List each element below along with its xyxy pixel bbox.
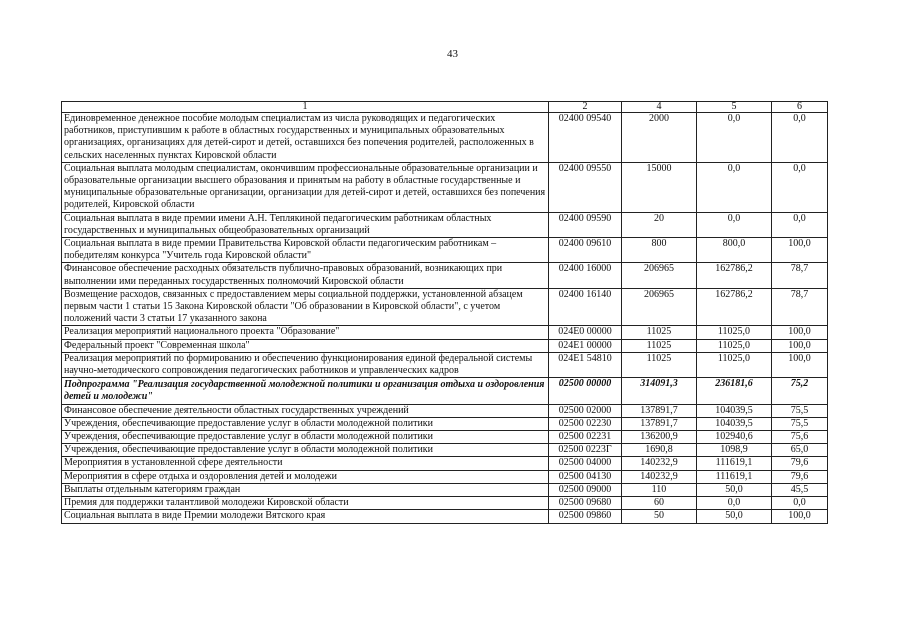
row-code-cell: 02500 09860 xyxy=(549,510,622,523)
row-code-cell: 02400 09590 xyxy=(549,212,622,237)
row-plan-cell: 11025 xyxy=(622,326,697,339)
row-code-cell: 02500 02000 xyxy=(549,404,622,417)
row-code-cell: 02400 16140 xyxy=(549,288,622,326)
table-row xyxy=(62,431,828,444)
row-percent-cell: 0,0 xyxy=(772,212,828,237)
row-name-cell: Мероприятия в сфере отдыха и оздоровления детей и молодежи xyxy=(62,470,549,483)
table-row xyxy=(62,470,828,483)
row-name-cell: Возмещение расходов, связанных с предоставлением меры социальной поддержки, установленной абзацем первым части 1 статьи 15 Закона Кировской области "Об образовании в Кировской области", с учетом положений части 3 статьи 17 указанного закона xyxy=(62,288,549,326)
row-fact-cell: 0,0 xyxy=(697,162,772,212)
row-code-cell: 02500 02230 xyxy=(549,417,622,430)
row-plan-cell: 314091,3 xyxy=(622,378,697,404)
row-name-cell: Учреждения, обеспечивающие предоставление услуг в области молодежной политики xyxy=(62,417,549,430)
table-row xyxy=(62,510,828,523)
row-plan-cell: 110 xyxy=(622,483,697,496)
row-fact-cell: 162786,2 xyxy=(697,263,772,288)
row-name-cell: Финансовое обеспечение деятельности областных государственных учреждений xyxy=(62,404,549,417)
row-plan-cell: 11025 xyxy=(622,339,697,352)
row-percent-cell: 75,2 xyxy=(772,378,828,404)
row-percent-cell: 0,0 xyxy=(772,113,828,163)
table-row xyxy=(62,113,828,163)
row-percent-cell: 79,6 xyxy=(772,470,828,483)
row-percent-cell: 78,7 xyxy=(772,288,828,326)
row-name-cell: Социальная выплата в виде премии имени А.Н. Теплякиной педагогическим работникам областных государственных и муниципальных общеобразовательных организаций xyxy=(62,212,549,237)
table-row xyxy=(62,417,828,430)
row-name-cell: Учреждения, обеспечивающие предоставление услуг в области молодежной политики xyxy=(62,431,549,444)
row-name-cell: Учреждения, обеспечивающие предоставление услуг в области молодежной политики xyxy=(62,444,549,457)
row-name-cell: Мероприятия в установленной сфере деятельности xyxy=(62,457,549,470)
row-name-cell: Премия для поддержки талантливой молодежи Кировской области xyxy=(62,497,549,510)
row-fact-cell: 0,0 xyxy=(697,113,772,163)
row-plan-cell: 140232,9 xyxy=(622,457,697,470)
row-fact-cell: 104039,5 xyxy=(697,417,772,430)
row-plan-cell: 206965 xyxy=(622,288,697,326)
budget-table xyxy=(61,101,828,524)
row-name-cell: Подпрограмма "Реализация государственной молодежной политики и организация отдыха и оздоровления детей и молодежи" xyxy=(62,378,549,404)
row-plan-cell: 15000 xyxy=(622,162,697,212)
row-name-cell: Федеральный проект "Современная школа" xyxy=(62,339,549,352)
row-plan-cell: 137891,7 xyxy=(622,404,697,417)
row-fact-cell: 800,0 xyxy=(697,238,772,263)
row-plan-cell: 20 xyxy=(622,212,697,237)
row-plan-cell: 140232,9 xyxy=(622,470,697,483)
row-percent-cell: 100,0 xyxy=(772,339,828,352)
row-percent-cell: 100,0 xyxy=(772,352,828,377)
table-header-row xyxy=(62,102,828,113)
row-name-cell: Выплаты отдельным категориям граждан xyxy=(62,483,549,496)
row-name-cell: Единовременное денежное пособие молодым специалистам из числа руководящих и педагогических работников, приступившим к работе в областных государственных и муниципальных образовательных организациях, организациях для детей-сирот и детей, оставшихся без попечения родителей, расположенных в сельских населенных пунктах Кировской области xyxy=(62,113,549,163)
row-percent-cell: 100,0 xyxy=(772,238,828,263)
row-percent-cell: 75,5 xyxy=(772,404,828,417)
header-cell-fact: 5 xyxy=(697,102,772,113)
row-fact-cell: 1098,9 xyxy=(697,444,772,457)
row-fact-cell: 0,0 xyxy=(697,212,772,237)
row-fact-cell: 11025,0 xyxy=(697,339,772,352)
row-fact-cell: 11025,0 xyxy=(697,352,772,377)
row-code-cell: 02400 09550 xyxy=(549,162,622,212)
header-cell-name: 1 xyxy=(62,102,549,113)
row-code-cell: 02500 04000 xyxy=(549,457,622,470)
row-code-cell: 02400 16000 xyxy=(549,263,622,288)
row-fact-cell: 50,0 xyxy=(697,510,772,523)
table-row xyxy=(62,352,828,377)
row-fact-cell: 0,0 xyxy=(697,497,772,510)
table-row xyxy=(62,288,828,326)
row-plan-cell: 800 xyxy=(622,238,697,263)
row-code-cell: 02400 09610 xyxy=(549,238,622,263)
table-row xyxy=(62,404,828,417)
row-name-cell: Реализация мероприятий национального проекта "Образование" xyxy=(62,326,549,339)
header-cell-plan: 4 xyxy=(622,102,697,113)
row-name-cell: Финансовое обеспечение расходных обязательств публично-правовых образований, возникающих при выполнении ими переданных государственных полномочий Кировской области xyxy=(62,263,549,288)
row-code-cell: 02500 09000 xyxy=(549,483,622,496)
row-name-cell: Социальная выплата молодым специалистам, окончившим профессиональные образовательные организации и образовательные организации высшего образования и принятым на работу в областные государственные и муниципальные образовательные организации, организации для детей-сирот и детей, оставшихся без попечения родителей, Кировской области xyxy=(62,162,549,212)
row-plan-cell: 11025 xyxy=(622,352,697,377)
row-plan-cell: 1690,8 xyxy=(622,444,697,457)
table-row xyxy=(62,212,828,237)
row-fact-cell: 11025,0 xyxy=(697,326,772,339)
table-row xyxy=(62,238,828,263)
row-percent-cell: 78,7 xyxy=(772,263,828,288)
row-percent-cell: 0,0 xyxy=(772,162,828,212)
row-plan-cell: 60 xyxy=(622,497,697,510)
row-percent-cell: 75,6 xyxy=(772,431,828,444)
row-name-cell: Реализация мероприятий по формированию и обеспечению функционирования единой федеральной системы научно-методического сопровождения педагогических работников и управленческих кадров xyxy=(62,352,549,377)
row-plan-cell: 136200,9 xyxy=(622,431,697,444)
row-code-cell: 02500 09680 xyxy=(549,497,622,510)
row-fact-cell: 102940,6 xyxy=(697,431,772,444)
row-percent-cell: 0,0 xyxy=(772,497,828,510)
page-number: 43 xyxy=(447,48,458,60)
row-plan-cell: 137891,7 xyxy=(622,417,697,430)
table-row xyxy=(62,378,828,404)
row-code-cell: 02400 09540 xyxy=(549,113,622,163)
table-row xyxy=(62,444,828,457)
table-row xyxy=(62,497,828,510)
table-row xyxy=(62,326,828,339)
row-fact-cell: 236181,6 xyxy=(697,378,772,404)
row-fact-cell: 162786,2 xyxy=(697,288,772,326)
table-row xyxy=(62,483,828,496)
row-code-cell: 02500 04130 xyxy=(549,470,622,483)
row-plan-cell: 50 xyxy=(622,510,697,523)
row-percent-cell: 100,0 xyxy=(772,326,828,339)
row-code-cell: 02500 00000 xyxy=(549,378,622,404)
row-code-cell: 024E1 00000 xyxy=(549,339,622,352)
row-fact-cell: 111619,1 xyxy=(697,457,772,470)
row-percent-cell: 75,5 xyxy=(772,417,828,430)
row-percent-cell: 45,5 xyxy=(772,483,828,496)
table-row xyxy=(62,162,828,212)
row-plan-cell: 206965 xyxy=(622,263,697,288)
row-percent-cell: 79,6 xyxy=(772,457,828,470)
row-code-cell: 02500 02231 xyxy=(549,431,622,444)
row-percent-cell: 100,0 xyxy=(772,510,828,523)
row-plan-cell: 2000 xyxy=(622,113,697,163)
row-code-cell: 024E0 00000 xyxy=(549,326,622,339)
header-cell-code: 2 xyxy=(549,102,622,113)
table-row xyxy=(62,457,828,470)
row-percent-cell: 65,0 xyxy=(772,444,828,457)
row-fact-cell: 104039,5 xyxy=(697,404,772,417)
row-fact-cell: 111619,1 xyxy=(697,470,772,483)
row-fact-cell: 50,0 xyxy=(697,483,772,496)
row-code-cell: 02500 0223Г xyxy=(549,444,622,457)
header-cell-percent: 6 xyxy=(772,102,828,113)
row-name-cell: Социальная выплата в виде Премии молодежи Вятского края xyxy=(62,510,549,523)
table-row xyxy=(62,339,828,352)
table-row xyxy=(62,263,828,288)
row-name-cell: Социальная выплата в виде премии Правительства Кировской области педагогическим работникам – победителям конкурса "Учитель года Кировской области" xyxy=(62,238,549,263)
row-code-cell: 024E1 54810 xyxy=(549,352,622,377)
